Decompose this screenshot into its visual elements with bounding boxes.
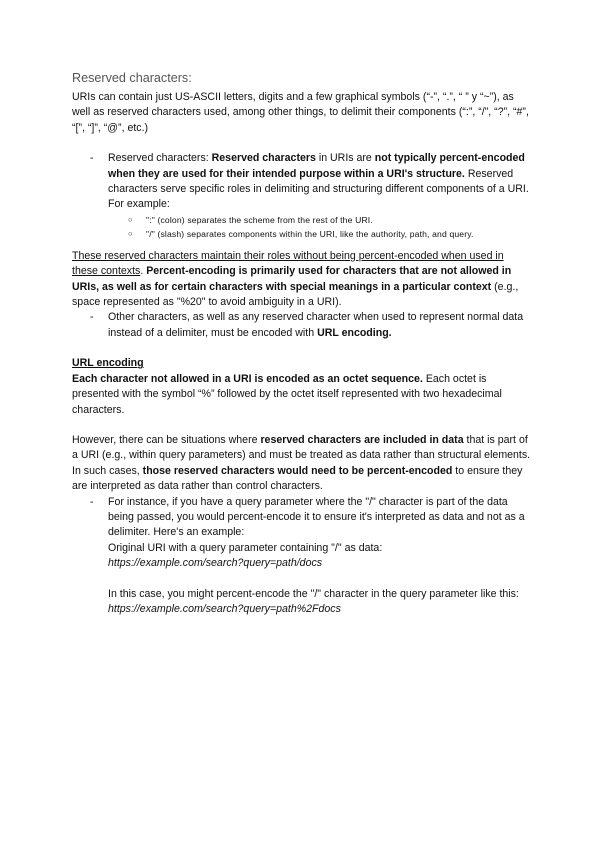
item-text-2: Reserved characters serve specific roles in delimiting and structuring different components of a URI. For example:	[108, 167, 529, 211]
url-encoding-title	[72, 356, 532, 371]
original-uri-label: Original URI with a query parameter containing "/" as data:	[108, 541, 383, 554]
space-example: (e.g., space represented as "%20" to avoid ambiguity in a URI).	[72, 280, 519, 309]
url-encoding-paragraph	[72, 372, 532, 418]
para3-text-1: However, there can be situations where	[72, 433, 261, 446]
url-encoding-title-text: URL encoding	[72, 357, 144, 370]
item-bold-1: Reserved characters	[211, 152, 316, 165]
encoded-uri-label: In this case, you might percent-encode the "/" character in the query parameter like this:	[108, 587, 519, 600]
encoded-uri: https://example.com/search?query=path%2Fdocs	[108, 602, 341, 615]
url-encoding-bold: URL encoding.	[317, 326, 392, 339]
para3-bold-1: reserved characters are included in data	[260, 433, 464, 446]
octet-description: Each octet is presented with the symbol “%” followed by the octet itself represented with two hexadecimal characters.	[72, 372, 502, 416]
example-item	[72, 495, 532, 618]
underlined-statement: These reserved characters maintain their roles without being percent-encoded when used in these contexts	[72, 249, 504, 278]
item-lead: Reserved characters:	[108, 152, 212, 165]
percent-encoding-statement: Percent-encoding is primarily used for characters that are not allowed in URIs, as well as for certain characters with special meanings in a particular context	[72, 265, 512, 293]
separator-text: .	[140, 265, 147, 278]
section-heading: Reserved characters:	[72, 71, 192, 85]
sublist-item-colon: ○ ":" (colon) separates the scheme from the rest of the URI.	[108, 213, 532, 227]
document-page	[72, 70, 532, 617]
intro-paragraph: URIs can contain just US-ASCII letters, digits and a few graphical symbols (“-”, “.”, “ ” y “~”), as well as reserved characters used, among other things, to delimit their components (“:”, “/”, “?”, “#”, “[”, “]”, “@”, etc.)	[72, 91, 529, 134]
sublist-item-slash: ○ "/" (slash) separates components within the URI, like the authority, path, and query.	[108, 227, 532, 241]
para3-bold-2: those reserved characters would need to be percent-encoded	[142, 464, 453, 477]
reserved-data-paragraph	[72, 433, 532, 495]
original-uri-text: https://example.com/search?query=path/docs	[108, 557, 323, 570]
para3-text-3: to ensure they are interpreted as data rather than control characters.	[72, 464, 523, 493]
original-uri	[108, 556, 532, 571]
item-bold-2: not typically percent-encoded when they are used for their intended purpose within a URI's structure.	[108, 152, 525, 180]
roles-paragraph	[72, 249, 532, 311]
octet-statement: Each character not allowed in a URI is encoded as an octet sequence.	[72, 372, 423, 385]
encoded-uri-line	[108, 587, 532, 618]
reserved-list	[72, 151, 532, 241]
item-text-1: in URIs are	[315, 152, 375, 165]
examples-sublist	[108, 213, 532, 241]
reserved-list-item	[72, 151, 532, 241]
example-intro: - For instance, if you have a query parameter where the "/" character is part of the data being passed, you would percent-encode it to ensure it's interpreted as data and not as a delimiter. Here's an example:	[108, 495, 525, 539]
other-chars-list	[72, 310, 532, 341]
other-chars-text: Other characters, as well as any reserved character when used to represent normal data instead of a delimiter, must be encoded with	[108, 311, 524, 339]
example-list	[72, 495, 532, 618]
other-chars-item	[72, 310, 532, 341]
para3-text-2: that is part of a URI (e.g., within query parameters) and must be treated as data rather than structural elements. In such cases,	[72, 433, 531, 477]
